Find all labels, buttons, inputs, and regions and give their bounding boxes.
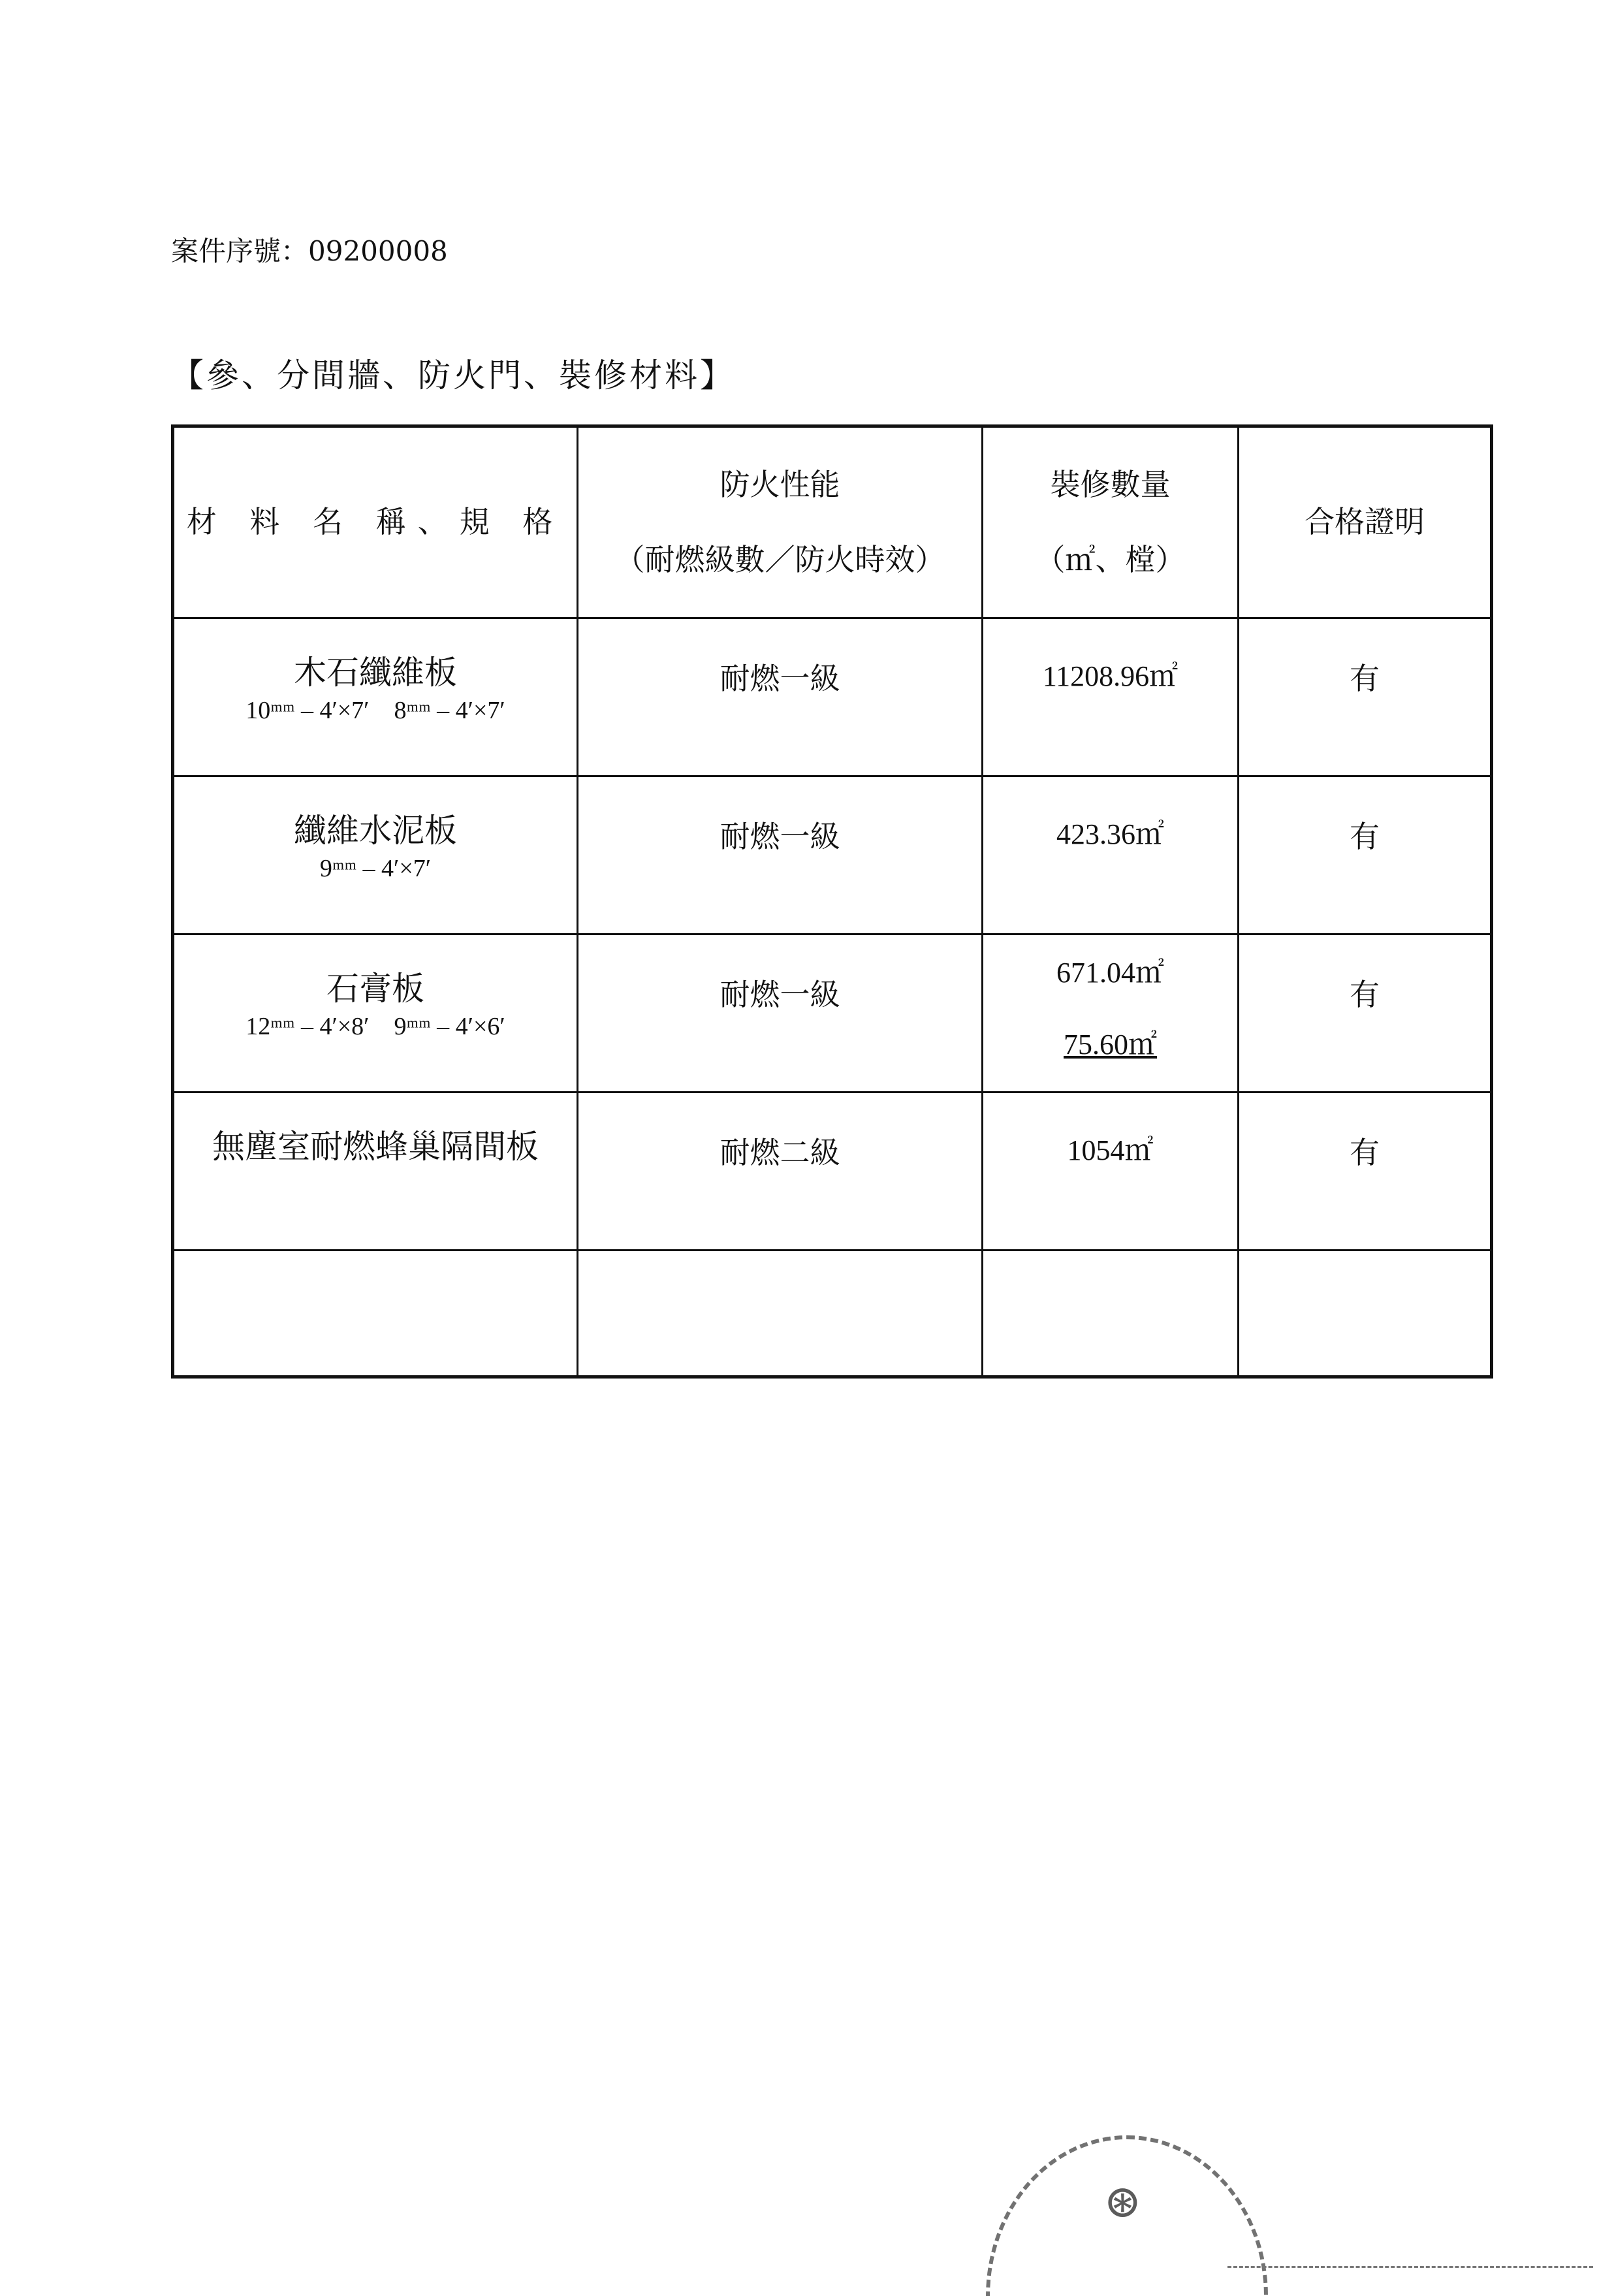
certificate-cell: 有 [1239, 1092, 1492, 1251]
quantity-cell [983, 776, 1239, 934]
header-qty-sublabel: （㎡、樘） [1035, 542, 1186, 577]
header-fire-label: 防火性能 [720, 466, 840, 502]
quantity-value: 423.36㎡ [1056, 818, 1164, 850]
material-spec: 10ᵐᵐ – 4′×7′ 8ᵐᵐ – 4′×7′ [245, 697, 505, 724]
header-fire-sublabel: （耐燃級數／防火時效） [614, 542, 945, 577]
table-row [173, 776, 1492, 934]
material-name: 木石纖維板 [294, 654, 457, 692]
header-fire-performance [578, 426, 983, 618]
quantity-cell [983, 618, 1239, 776]
quantity-value: 11208.96㎡ [1042, 660, 1179, 692]
material-cell [173, 618, 578, 776]
table-row [173, 618, 1492, 776]
certificate-cell: 有 [1239, 618, 1492, 776]
material-cell [173, 776, 578, 934]
scan-artifact-line [1227, 2266, 1593, 2268]
stamp-seal-icon: ⊛ [1103, 2175, 1142, 2228]
header-cert-label: 合格證明 [1305, 504, 1425, 540]
quantity-cell [983, 934, 1239, 1092]
empty-cell [578, 1251, 983, 1377]
empty-cell [983, 1251, 1239, 1377]
quantity-value-secondary: 75.60㎡ [1064, 1028, 1157, 1060]
quantity-cell [983, 1092, 1239, 1251]
quantity-value: 1054㎡ [1067, 1134, 1154, 1166]
certificate-cell: 有 [1239, 776, 1492, 934]
materials-table [171, 424, 1493, 1379]
table-row [173, 1092, 1492, 1251]
certificate-cell: 有 [1239, 934, 1492, 1092]
empty-cell [173, 1251, 578, 1377]
material-spec: 9ᵐᵐ – 4′×7′ [319, 855, 432, 882]
table-header-row [173, 426, 1492, 618]
fire-cell: 耐燃一級 [578, 934, 983, 1092]
material-name: 無塵室耐燃蜂巢隔間板 [212, 1128, 539, 1166]
header-material-label: 材 料 名 稱、規 格 [186, 504, 565, 540]
material-cell [173, 1092, 578, 1251]
quantity-value: 671.04㎡ [1056, 957, 1164, 989]
fire-cell: 耐燃一級 [578, 776, 983, 934]
fire-cell: 耐燃二級 [578, 1092, 983, 1251]
header-quantity [983, 426, 1239, 618]
material-cell [173, 934, 578, 1092]
material-name: 纖維水泥板 [294, 812, 457, 850]
material-name: 石膏板 [326, 970, 424, 1008]
empty-cell [1239, 1251, 1492, 1377]
header-material [173, 426, 578, 618]
case-number: 案件序號：09200008 [171, 235, 448, 267]
section-title: 【參、分間牆、防火門、裝修材料】 [171, 357, 735, 394]
header-certificate [1239, 426, 1492, 618]
header-qty-label: 裝修數量 [1050, 466, 1171, 502]
table-row-empty [173, 1251, 1492, 1377]
fire-cell: 耐燃一級 [578, 618, 983, 776]
material-spec: 12ᵐᵐ – 4′×8′ 9ᵐᵐ – 4′×6′ [245, 1013, 505, 1040]
table-row [173, 934, 1492, 1092]
